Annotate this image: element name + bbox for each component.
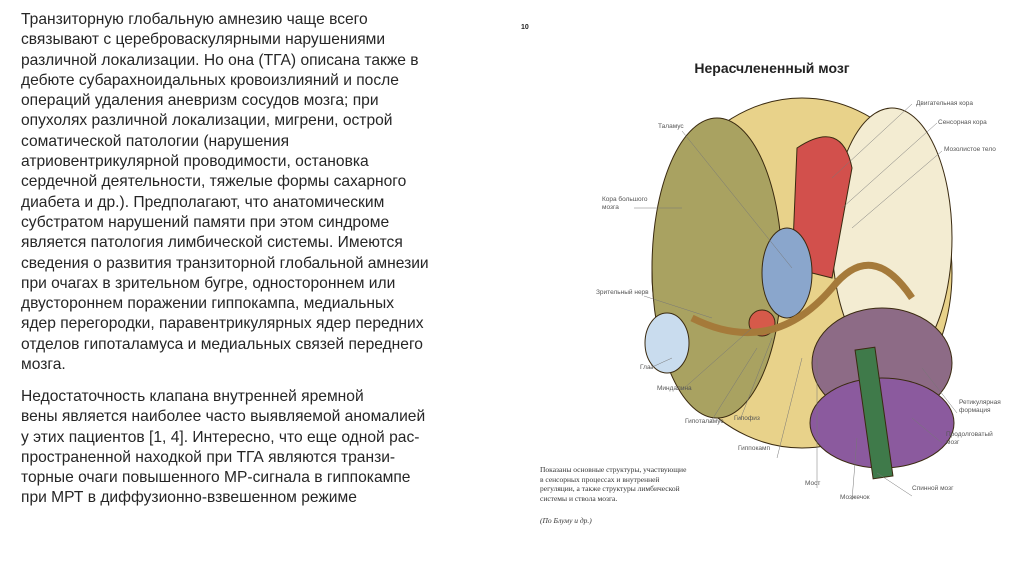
brain-figure xyxy=(512,18,1012,543)
label-hippocampus: Гиппокамп xyxy=(738,445,771,452)
figure-page-number: 10 xyxy=(521,24,529,31)
label-motor-cortex: Двигательная кора xyxy=(916,100,973,107)
thalamus-shape xyxy=(762,228,812,318)
label-reticular-formation: Ретикулярная формация xyxy=(959,399,1001,414)
figure-source: (По Блуму и др.) xyxy=(540,516,592,525)
label-eye: Глаз xyxy=(640,364,654,371)
label-corpus-callosum: Мозолистое тело xyxy=(944,146,996,153)
second-paragraph: Недостаточность клапана внутренней яремной вены является наиболее часто выявляемой аномалией у этих пациентов [1, 4]. Интересно, что еще одной рас- пространенной находкой при ТГА являются транзи- торные очаги повышенного МР-сигнала в гиппокампе при МРТ в диффузионно-взвешенном режиме xyxy=(21,388,426,507)
figure-title: Нерасчлененный мозг xyxy=(694,60,850,76)
label-sensory-cortex: Сенсорная кора xyxy=(938,119,987,126)
label-cerebral-cortex: Кора большого мозга xyxy=(602,196,648,211)
label-amygdala: Миндалина xyxy=(657,385,692,392)
label-pituitary: Гипофиз xyxy=(734,415,760,422)
label-hypothalamus: Гипоталамус xyxy=(685,418,724,425)
label-cerebellum: Мозжечок xyxy=(840,494,870,501)
main-paragraph: Транзиторную глобальную амнезию чаще всего связывают с цереброваскулярными нарушениями различной локализации. Но она (ТГА) описана также в дебюте субарахноидальных кровоизлияний и после операций удаления аневризм сосудов мозга; при опухолях различной локализации, мигрени, острой соматической патологии (нарушения атриовентрикулярной проводимости, остановка сердечной деятельности, тяжелые формы сахарного диабета и др.). Предполагают, что анатомическим субстратом нарушений памяти при этом синдроме является патология лимбической системы. Имеются сведения о развития транзиторной глобальной амнезии при очагах в зрительном бугре, одностороннем или двустороннем поражении гиппокампа, медиальных ядер перегородки, паравентрикулярных ядер передних отделов гипоталамуса и медиальных связей переднего мозга. xyxy=(21,11,429,374)
figure-caption: Показаны основные структуры, участвующие в сенсорных процессах и внутренней регуляции, а также структуры лимбической системы и ствола мозга. xyxy=(540,465,687,503)
label-thalamus: Таламус xyxy=(658,123,684,130)
label-medulla: Продолговатый мозг xyxy=(946,431,993,446)
label-pons: Мост xyxy=(805,480,821,487)
label-spinal-cord: Спинной мозг xyxy=(912,485,954,492)
label-optic-nerve: Зрительный нерв xyxy=(596,289,649,296)
